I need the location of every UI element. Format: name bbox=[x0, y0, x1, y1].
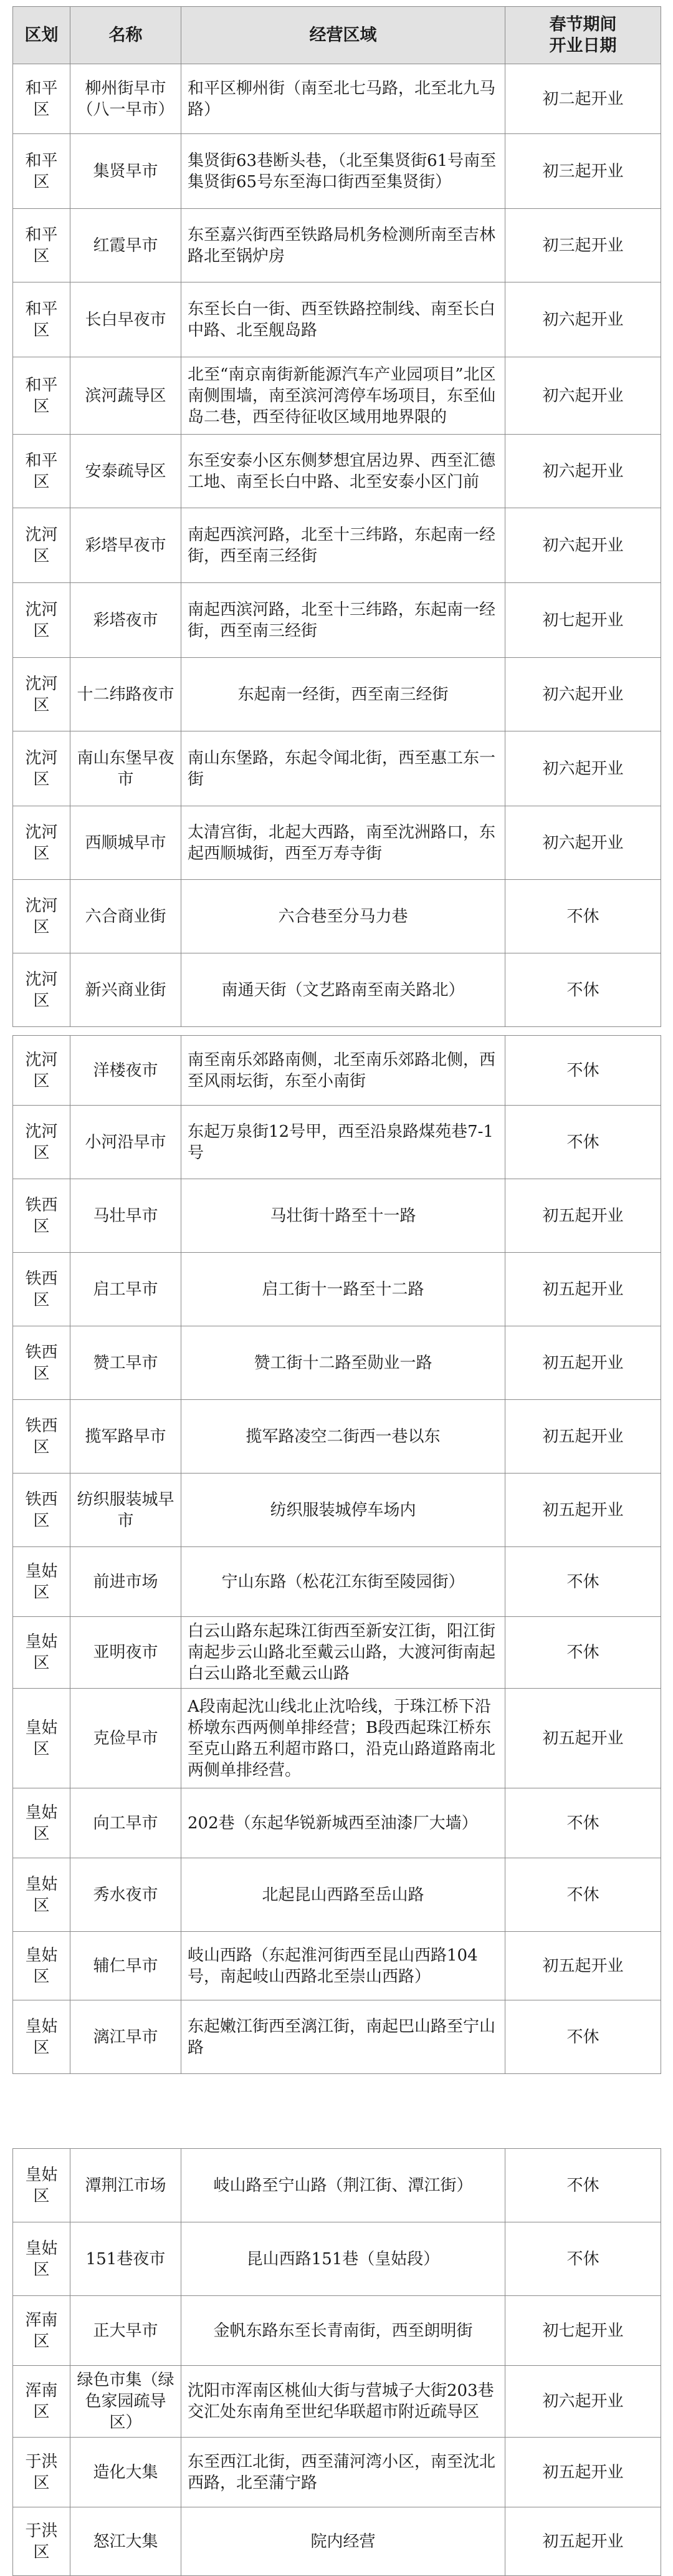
market-table-part-3 bbox=[12, 2148, 661, 2576]
area-cell: 纺织服装城停车场内 bbox=[181, 1474, 505, 1547]
market-name-cell: 揽军路早市 bbox=[70, 1400, 181, 1474]
opening-date-cell: 初五起开业 bbox=[505, 1400, 661, 1474]
market-table-part-2 bbox=[12, 1035, 661, 2074]
district-cell: 和平区 bbox=[13, 282, 70, 357]
opening-date-cell: 不休 bbox=[505, 1788, 661, 1858]
table-row bbox=[13, 1932, 661, 2000]
area-cell: 南通天街（文艺路南至南关路北） bbox=[181, 953, 505, 1027]
area-cell: 和平区柳州街（南至北七马路，北至北九马路） bbox=[181, 64, 505, 134]
district-cell: 沈河区 bbox=[13, 731, 70, 806]
district-cell: 沈河区 bbox=[13, 880, 70, 953]
district-cell: 沈河区 bbox=[13, 1036, 70, 1106]
market-name-cell: 柳州街早市（八一早市） bbox=[70, 64, 181, 134]
district-cell: 和平区 bbox=[13, 435, 70, 508]
area-cell: 岐山西路（东起淮河街西至昆山西路104号，南起岐山西路北至崇山西路） bbox=[181, 1932, 505, 2000]
table-row bbox=[13, 1788, 661, 1858]
market-name-cell: 十二纬路夜市 bbox=[70, 658, 181, 731]
table-row bbox=[13, 880, 661, 953]
market-name-cell: 秀水夜市 bbox=[70, 1858, 181, 1932]
district-cell: 皇姑区 bbox=[13, 1617, 70, 1689]
district-cell: 皇姑区 bbox=[13, 1788, 70, 1858]
market-name-cell: 亚明夜市 bbox=[70, 1617, 181, 1689]
opening-date-cell: 初六起开业 bbox=[505, 357, 661, 435]
district-cell: 皇姑区 bbox=[13, 1858, 70, 1932]
opening-date-cell: 初五起开业 bbox=[505, 2507, 661, 2576]
opening-date-cell: 初五起开业 bbox=[505, 1179, 661, 1253]
opening-date-cell: 初六起开业 bbox=[505, 508, 661, 583]
market-name-cell: 正大早市 bbox=[70, 2296, 181, 2366]
area-cell: 南至南乐郊路南侧，北至南乐郊路北侧，西至风雨坛街，东至小南街 bbox=[181, 1036, 505, 1106]
area-cell: 北起昆山西路至岳山路 bbox=[181, 1858, 505, 1932]
area-cell: 昆山西路151巷（皇姑段） bbox=[181, 2222, 505, 2296]
district-cell: 沈河区 bbox=[13, 953, 70, 1027]
opening-date-cell: 不休 bbox=[505, 1858, 661, 1932]
district-cell: 皇姑区 bbox=[13, 1689, 70, 1788]
market-name-cell: 小河沿早市 bbox=[70, 1106, 181, 1179]
table-row bbox=[13, 1253, 661, 1326]
district-cell: 于洪区 bbox=[13, 2438, 70, 2507]
table-row bbox=[13, 2507, 661, 2576]
area-cell: 东至安泰小区东侧梦想宜居边界、西至汇德工地、南至长白中路、北至安泰小区门前 bbox=[181, 435, 505, 508]
area-cell: 南起西滨河路，北至十三纬路，东起南一经街，西至南三经街 bbox=[181, 508, 505, 583]
table-row bbox=[13, 583, 661, 658]
market-name-cell: 辅仁早市 bbox=[70, 1932, 181, 2000]
area-cell: 沈阳市浑南区桃仙大街与营城子大街203巷交汇处东南角至世纪华联超市附近疏导区 bbox=[181, 2366, 505, 2438]
area-cell: 白云山路东起珠江街西至新安江街，阳江街南起步云山路北至戴云山路，大渡河街南起白云山路北至戴云山路 bbox=[181, 1617, 505, 1689]
header-opening-date: 春节期间 开业日期 bbox=[505, 7, 661, 64]
opening-date-cell: 初五起开业 bbox=[505, 1689, 661, 1788]
area-cell: 北至“南京南街新能源汽车产业园项目”北区南侧围墙，南至滨河湾停车场项目，东至仙岛二巷，西至待征收区域用地界限的 bbox=[181, 357, 505, 435]
table-row bbox=[13, 64, 661, 134]
table-row bbox=[13, 1036, 661, 1106]
district-cell: 沈河区 bbox=[13, 508, 70, 583]
district-cell: 皇姑区 bbox=[13, 2222, 70, 2296]
opening-date-cell: 初七起开业 bbox=[505, 2296, 661, 2366]
header-name: 名称 bbox=[70, 7, 181, 64]
table-row bbox=[13, 209, 661, 282]
market-name-cell: 赞工早市 bbox=[70, 1326, 181, 1400]
table-row bbox=[13, 1179, 661, 1253]
opening-date-cell: 初五起开业 bbox=[505, 2438, 661, 2507]
district-cell: 和平区 bbox=[13, 209, 70, 282]
district-cell: 皇姑区 bbox=[13, 1547, 70, 1617]
area-cell: 太清宫街，北起大西路，南至沈洲路口，东起西顺城街，西至万寿寺街 bbox=[181, 806, 505, 880]
table-row bbox=[13, 2366, 661, 2438]
market-name-cell: 彩塔夜市 bbox=[70, 583, 181, 658]
area-cell: 六合巷至分马力巷 bbox=[181, 880, 505, 953]
area-cell: 揽军路凌空二街西一巷以东 bbox=[181, 1400, 505, 1474]
district-cell: 浑南区 bbox=[13, 2296, 70, 2366]
opening-date-cell: 不休 bbox=[505, 1547, 661, 1617]
opening-date-cell: 初五起开业 bbox=[505, 1253, 661, 1326]
table-row bbox=[13, 2296, 661, 2366]
district-cell: 于洪区 bbox=[13, 2507, 70, 2576]
area-cell: 东起嫩江街西至漓江街，南起巴山路至宁山路 bbox=[181, 2000, 505, 2074]
market-name-cell: 滨河蔬导区 bbox=[70, 357, 181, 435]
table-row bbox=[13, 1400, 661, 1474]
opening-date-cell: 不休 bbox=[505, 1617, 661, 1689]
district-cell: 和平区 bbox=[13, 357, 70, 435]
table-row bbox=[13, 1326, 661, 1400]
table-row bbox=[13, 1547, 661, 1617]
table-row bbox=[13, 731, 661, 806]
market-name-cell: 克俭早市 bbox=[70, 1689, 181, 1788]
opening-date-cell: 初六起开业 bbox=[505, 658, 661, 731]
market-name-cell: 前进市场 bbox=[70, 1547, 181, 1617]
area-cell: 东起万泉街12号甲，西至沿泉路煤苑巷7-1号 bbox=[181, 1106, 505, 1179]
opening-date-cell: 初六起开业 bbox=[505, 806, 661, 880]
market-table-part-1 bbox=[12, 6, 661, 1027]
district-cell: 沈河区 bbox=[13, 583, 70, 658]
market-name-cell: 南山东堡早夜市 bbox=[70, 731, 181, 806]
area-cell: 启工街十一路至十二路 bbox=[181, 1253, 505, 1326]
opening-date-cell: 初五起开业 bbox=[505, 1474, 661, 1547]
district-cell: 和平区 bbox=[13, 64, 70, 134]
district-cell: 沈河区 bbox=[13, 806, 70, 880]
market-name-cell: 洋楼夜市 bbox=[70, 1036, 181, 1106]
market-name-cell: 彩塔早夜市 bbox=[70, 508, 181, 583]
table-row bbox=[13, 1858, 661, 1932]
header-area: 经营区域 bbox=[181, 7, 505, 64]
table-row bbox=[13, 2149, 661, 2222]
area-cell: 宁山东路（松花江东街至陵园街） bbox=[181, 1547, 505, 1617]
district-cell: 铁西区 bbox=[13, 1179, 70, 1253]
area-cell: A段南起沈山线北止沈哈线，于珠江桥下沿桥墩东西两侧单排经营；B段西起珠江桥东至克山路五利超市路口，沿克山路道路南北两侧单排经营。 bbox=[181, 1689, 505, 1788]
area-cell: 202巷（东起华锐新城西至油漆厂大墙） bbox=[181, 1788, 505, 1858]
table-row bbox=[13, 2438, 661, 2507]
market-name-cell: 怒江大集 bbox=[70, 2507, 181, 2576]
opening-date-cell: 初七起开业 bbox=[505, 583, 661, 658]
market-name-cell: 潭荆江市场 bbox=[70, 2149, 181, 2222]
opening-date-cell: 不休 bbox=[505, 953, 661, 1027]
table-row bbox=[13, 1689, 661, 1788]
area-cell: 东起南一经街，西至南三经街 bbox=[181, 658, 505, 731]
area-cell: 岐山路至宁山路（荆江街、潭江街） bbox=[181, 2149, 505, 2222]
market-name-cell: 红霞早市 bbox=[70, 209, 181, 282]
table-row bbox=[13, 953, 661, 1027]
area-cell: 东至西江北街，西至蒲河湾小区，南至沈北西路，北至蒲宁路 bbox=[181, 2438, 505, 2507]
table-row bbox=[13, 658, 661, 731]
opening-date-cell: 初三起开业 bbox=[505, 209, 661, 282]
table-row bbox=[13, 2000, 661, 2074]
opening-date-cell: 初六起开业 bbox=[505, 435, 661, 508]
opening-date-cell: 不休 bbox=[505, 1106, 661, 1179]
market-name-cell: 向工早市 bbox=[70, 1788, 181, 1858]
area-cell: 东至长白一街、西至铁路控制线、南至长白中路、北至舰岛路 bbox=[181, 282, 505, 357]
opening-date-cell: 初二起开业 bbox=[505, 64, 661, 134]
district-cell: 铁西区 bbox=[13, 1253, 70, 1326]
table-row bbox=[13, 1474, 661, 1547]
market-name-cell: 长白早夜市 bbox=[70, 282, 181, 357]
opening-date-cell: 初六起开业 bbox=[505, 731, 661, 806]
area-cell: 东至嘉兴街西至铁路局机务检测所南至吉林路北至锅炉房 bbox=[181, 209, 505, 282]
header-district: 区划 bbox=[13, 7, 70, 64]
district-cell: 皇姑区 bbox=[13, 1932, 70, 2000]
market-name-cell: 马壮早市 bbox=[70, 1179, 181, 1253]
market-name-cell: 西顺城早市 bbox=[70, 806, 181, 880]
area-cell: 金帆东路东至长青南街，西至朗明街 bbox=[181, 2296, 505, 2366]
market-name-cell: 集贤早市 bbox=[70, 134, 181, 209]
table-row bbox=[13, 435, 661, 508]
opening-date-cell: 不休 bbox=[505, 2000, 661, 2074]
market-name-cell: 151巷夜市 bbox=[70, 2222, 181, 2296]
opening-date-cell: 初五起开业 bbox=[505, 1932, 661, 2000]
table-row bbox=[13, 806, 661, 880]
district-cell: 铁西区 bbox=[13, 1474, 70, 1547]
opening-date-cell: 初六起开业 bbox=[505, 2366, 661, 2438]
area-cell: 院内经营 bbox=[181, 2507, 505, 2576]
district-cell: 和平区 bbox=[13, 134, 70, 209]
market-name-cell: 绿色市集（绿色家园疏导区） bbox=[70, 2366, 181, 2438]
table-row bbox=[13, 282, 661, 357]
market-name-cell: 六合商业街 bbox=[70, 880, 181, 953]
district-cell: 浑南区 bbox=[13, 2366, 70, 2438]
area-cell: 南山东堡路，东起令闻北街，西至惠工东一街 bbox=[181, 731, 505, 806]
table-header-row bbox=[13, 7, 661, 64]
table-row bbox=[13, 1106, 661, 1179]
district-cell: 皇姑区 bbox=[13, 2149, 70, 2222]
district-cell: 皇姑区 bbox=[13, 2000, 70, 2074]
market-name-cell: 造化大集 bbox=[70, 2438, 181, 2507]
area-cell: 集贤街63巷断头巷，（北至集贤街61号南至集贤街65号东至海口街西至集贤街） bbox=[181, 134, 505, 209]
market-name-cell: 纺织服装城早市 bbox=[70, 1474, 181, 1547]
district-cell: 沈河区 bbox=[13, 658, 70, 731]
table-row bbox=[13, 1617, 661, 1689]
market-name-cell: 漓江早市 bbox=[70, 2000, 181, 2074]
opening-date-cell: 不休 bbox=[505, 2222, 661, 2296]
market-name-cell: 安泰疏导区 bbox=[70, 435, 181, 508]
opening-date-cell: 初五起开业 bbox=[505, 1326, 661, 1400]
district-cell: 沈河区 bbox=[13, 1106, 70, 1179]
district-cell: 铁西区 bbox=[13, 1400, 70, 1474]
opening-date-cell: 初六起开业 bbox=[505, 282, 661, 357]
table-row bbox=[13, 134, 661, 209]
table-row bbox=[13, 2222, 661, 2296]
opening-date-cell: 不休 bbox=[505, 2149, 661, 2222]
market-name-cell: 新兴商业街 bbox=[70, 953, 181, 1027]
district-cell: 铁西区 bbox=[13, 1326, 70, 1400]
area-cell: 马壮街十路至十一路 bbox=[181, 1179, 505, 1253]
opening-date-cell: 不休 bbox=[505, 880, 661, 953]
area-cell: 南起西滨河路，北至十三纬路，东起南一经街，西至南三经街 bbox=[181, 583, 505, 658]
market-name-cell: 启工早市 bbox=[70, 1253, 181, 1326]
opening-date-cell: 初三起开业 bbox=[505, 134, 661, 209]
opening-date-cell: 不休 bbox=[505, 1036, 661, 1106]
table-row bbox=[13, 357, 661, 435]
table-row bbox=[13, 508, 661, 583]
area-cell: 赞工街十二路至勋业一路 bbox=[181, 1326, 505, 1400]
